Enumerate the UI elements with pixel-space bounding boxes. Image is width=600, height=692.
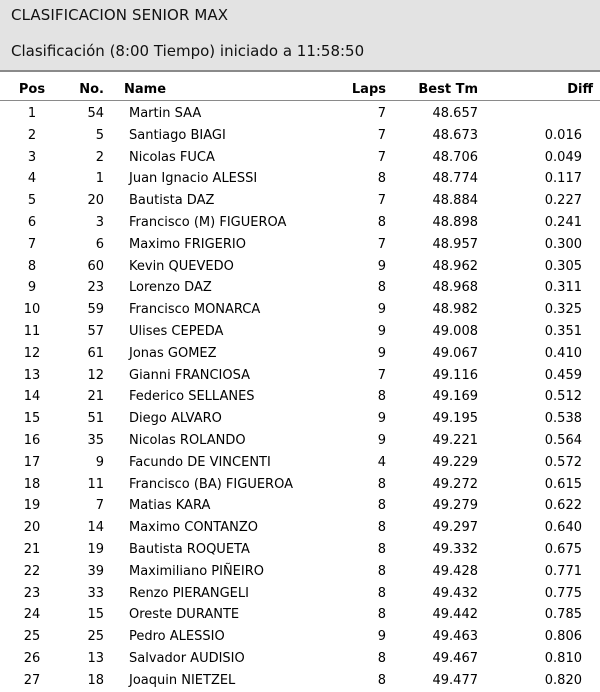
driver-name-cell: Francisco MONARCA — [129, 302, 261, 318]
table-row — [0, 365, 600, 387]
position-cell: 3 — [27, 149, 37, 165]
diff-cell: 0.806 — [544, 629, 582, 645]
kart-number-cell: 33 — [87, 585, 104, 601]
laps-cell: 7 — [377, 106, 386, 121]
driver-name-cell: Francisco (M) FIGUEROA — [129, 214, 287, 230]
best-time-cell: 48.673 — [432, 127, 478, 143]
kart-number-cell: 51 — [87, 411, 104, 427]
column-header-name: Name — [124, 82, 167, 97]
table-row — [0, 277, 600, 299]
driver-name-cell: Matias KARA — [129, 498, 211, 514]
best-time-cell: 49.477 — [432, 672, 478, 688]
position-cell: 22 — [23, 563, 41, 579]
table-row — [0, 670, 600, 692]
driver-name-cell: Facundo DE VINCENTI — [129, 454, 271, 470]
column-header-laps: Laps — [351, 82, 386, 97]
driver-name-cell: Maximiliano PIÑEIRO — [129, 563, 264, 579]
diff-cell: 0.810 — [544, 650, 582, 666]
laps-cell: 8 — [377, 563, 386, 579]
driver-name-cell: Francisco (BA) FIGUEROA — [129, 476, 293, 492]
laps-cell: 9 — [377, 302, 386, 318]
report-title: CLASIFICACION SENIOR MAX — [11, 6, 229, 24]
column-header-no: No. — [79, 82, 104, 97]
driver-name-cell: Federico SELLANES — [129, 389, 255, 405]
position-cell: 24 — [23, 607, 41, 623]
kart-number-cell: 9 — [95, 454, 104, 470]
laps-cell: 7 — [377, 149, 386, 165]
diff-cell: 0.622 — [544, 498, 582, 514]
table-row — [0, 321, 600, 343]
laps-cell: 8 — [377, 650, 386, 666]
table-row — [0, 626, 600, 648]
kart-number-cell: 21 — [87, 389, 104, 405]
best-time-cell: 49.432 — [432, 585, 478, 601]
position-cell: 2 — [27, 127, 37, 143]
best-time-cell: 48.898 — [432, 214, 478, 230]
driver-name-cell: Diego ALVARO — [129, 411, 222, 427]
diff-cell: 0.459 — [544, 367, 582, 383]
diff-cell: 0.775 — [544, 585, 582, 601]
laps-cell: 8 — [377, 520, 386, 536]
best-time-cell: 48.957 — [432, 236, 478, 252]
position-cell: 9 — [27, 280, 37, 296]
laps-cell: 4 — [377, 454, 386, 470]
laps-cell: 8 — [377, 214, 386, 230]
table-row — [0, 430, 600, 452]
results-table-body — [0, 103, 600, 692]
kart-number-cell: 19 — [87, 541, 104, 557]
driver-name-cell: Nicolas ROLANDO — [129, 432, 246, 448]
kart-number-cell: 57 — [87, 323, 104, 339]
session-subtitle: Clasificación (8:00 Tiempo) iniciado a 11:58:50 — [11, 42, 365, 60]
best-time-cell: 49.467 — [432, 650, 478, 666]
driver-name-cell: Lorenzo DAZ — [129, 280, 212, 296]
diff-cell: 0.117 — [544, 171, 582, 187]
driver-name-cell: Renzo PIERANGELI — [129, 585, 249, 601]
diff-cell: 0.410 — [544, 345, 582, 361]
kart-number-cell: 20 — [87, 193, 104, 209]
table-row — [0, 604, 600, 626]
kart-number-cell: 13 — [87, 650, 104, 666]
table-row — [0, 103, 600, 125]
laps-cell: 8 — [377, 280, 386, 296]
kart-number-cell: 25 — [87, 629, 104, 645]
position-cell: 21 — [23, 541, 41, 557]
diff-cell: 0.572 — [544, 454, 582, 470]
laps-cell: 7 — [377, 193, 386, 209]
table-row — [0, 168, 600, 190]
position-cell: 5 — [27, 193, 37, 209]
best-time-cell: 48.884 — [432, 193, 478, 209]
laps-cell: 8 — [377, 171, 386, 187]
report-header — [0, 0, 600, 72]
driver-name-cell: Juan Ignacio ALESSI — [129, 171, 258, 187]
driver-name-cell: Salvador AUDISIO — [129, 650, 245, 666]
position-cell: 20 — [23, 520, 41, 536]
diff-cell: 0.311 — [544, 280, 582, 296]
driver-name-cell: Kevin QUEVEDO — [129, 258, 234, 274]
position-cell: 10 — [23, 302, 41, 318]
position-cell: 16 — [23, 432, 41, 448]
kart-number-cell: 15 — [87, 607, 104, 623]
position-cell: 13 — [23, 367, 41, 383]
diff-cell: 0.300 — [544, 236, 582, 252]
driver-name-cell: Bautista ROQUETA — [129, 541, 250, 557]
laps-cell: 9 — [377, 323, 386, 339]
table-row — [0, 539, 600, 561]
position-cell: 15 — [23, 411, 41, 427]
position-cell: 18 — [23, 476, 41, 492]
best-time-cell: 49.272 — [432, 476, 478, 492]
kart-number-cell: 12 — [87, 367, 104, 383]
best-time-cell: 49.279 — [432, 498, 478, 514]
diff-cell: 0.227 — [544, 193, 582, 209]
driver-name-cell: Ulises CEPEDA — [129, 323, 224, 339]
position-cell: 7 — [27, 236, 37, 252]
table-row — [0, 408, 600, 430]
diff-cell: 0.564 — [544, 432, 582, 448]
driver-name-cell: Oreste DURANTE — [129, 607, 240, 623]
kart-number-cell: 6 — [95, 236, 104, 252]
laps-cell: 8 — [377, 541, 386, 557]
laps-cell: 9 — [377, 432, 386, 448]
driver-name-cell: Martin SAA — [129, 106, 202, 121]
table-row — [0, 517, 600, 539]
column-header-best-time: Best Tm — [418, 82, 478, 97]
laps-cell: 8 — [377, 672, 386, 688]
best-time-cell: 49.067 — [432, 345, 478, 361]
laps-cell: 8 — [377, 585, 386, 601]
laps-cell: 8 — [377, 476, 386, 492]
table-row — [0, 495, 600, 517]
kart-number-cell: 59 — [87, 302, 104, 318]
driver-name-cell: Joaquin NIETZEL — [129, 672, 236, 688]
column-header-diff: Diff — [567, 82, 593, 97]
kart-number-cell: 18 — [87, 672, 104, 688]
laps-cell: 7 — [377, 236, 386, 252]
best-time-cell: 48.982 — [432, 302, 478, 318]
kart-number-cell: 54 — [87, 106, 104, 121]
table-row — [0, 234, 600, 256]
position-cell: 23 — [23, 585, 41, 601]
table-row — [0, 299, 600, 321]
laps-cell: 8 — [377, 498, 386, 514]
position-cell: 27 — [23, 672, 41, 688]
best-time-cell: 49.463 — [432, 629, 478, 645]
diff-cell: 0.615 — [544, 476, 582, 492]
position-cell: 6 — [27, 214, 37, 230]
driver-name-cell: Bautista DAZ — [129, 193, 215, 209]
diff-cell: 0.771 — [544, 563, 582, 579]
table-row — [0, 474, 600, 496]
kart-number-cell: 3 — [95, 214, 104, 230]
laps-cell: 7 — [377, 127, 386, 143]
diff-cell: 0.016 — [544, 127, 582, 143]
kart-number-cell: 14 — [87, 520, 104, 536]
kart-number-cell: 11 — [87, 476, 104, 492]
diff-cell: 0.538 — [544, 411, 582, 427]
table-header — [0, 80, 600, 101]
position-cell: 4 — [27, 171, 37, 187]
position-cell: 17 — [23, 454, 41, 470]
kart-number-cell: 1 — [95, 171, 104, 187]
diff-cell: 0.512 — [544, 389, 582, 405]
table-row — [0, 256, 600, 278]
kart-number-cell: 39 — [87, 563, 104, 579]
diff-cell: 0.305 — [544, 258, 582, 274]
best-time-cell: 48.706 — [432, 149, 478, 165]
best-time-cell: 49.221 — [432, 432, 478, 448]
position-cell: 26 — [23, 650, 41, 666]
table-row — [0, 190, 600, 212]
position-cell: 8 — [27, 258, 37, 274]
driver-name-cell: Nicolas FUCA — [129, 149, 215, 165]
position-cell: 25 — [23, 629, 41, 645]
table-row — [0, 343, 600, 365]
best-time-cell: 49.442 — [432, 607, 478, 623]
best-time-cell: 49.428 — [432, 563, 478, 579]
driver-name-cell: Gianni FRANCIOSA — [129, 367, 251, 383]
driver-name-cell: Santiago BIAGI — [129, 127, 226, 143]
best-time-cell: 49.195 — [432, 411, 478, 427]
laps-cell: 8 — [377, 389, 386, 405]
table-row — [0, 212, 600, 234]
position-cell: 1 — [27, 106, 37, 121]
driver-name-cell: Pedro ALESSIO — [129, 629, 225, 645]
laps-cell: 9 — [377, 258, 386, 274]
kart-number-cell: 23 — [87, 280, 104, 296]
diff-cell: 0.351 — [544, 323, 582, 339]
table-row — [0, 561, 600, 583]
column-header-pos: Pos — [18, 82, 46, 97]
driver-name-cell: Maximo CONTANZO — [129, 520, 258, 536]
laps-cell: 9 — [377, 629, 386, 645]
laps-cell: 8 — [377, 607, 386, 623]
laps-cell: 9 — [377, 345, 386, 361]
kart-number-cell: 2 — [95, 149, 104, 165]
diff-cell: 0.785 — [544, 607, 582, 623]
position-cell: 19 — [23, 498, 41, 514]
kart-number-cell: 35 — [87, 432, 104, 448]
table-row — [0, 125, 600, 147]
table-row — [0, 648, 600, 670]
diff-cell: 0.675 — [544, 541, 582, 557]
best-time-cell: 49.229 — [432, 454, 478, 470]
diff-cell: 0.241 — [544, 214, 582, 230]
best-time-cell: 48.657 — [432, 106, 478, 121]
kart-number-cell: 60 — [87, 258, 104, 274]
position-cell: 12 — [23, 345, 41, 361]
best-time-cell: 49.169 — [432, 389, 478, 405]
diff-cell: 0.640 — [544, 520, 582, 536]
laps-cell: 7 — [377, 367, 386, 383]
position-cell: 14 — [23, 389, 41, 405]
best-time-cell: 49.116 — [432, 367, 478, 383]
diff-cell: 0.820 — [544, 672, 582, 688]
laps-cell: 9 — [377, 411, 386, 427]
driver-name-cell: Jonas GOMEZ — [129, 345, 217, 361]
kart-number-cell: 5 — [95, 127, 104, 143]
table-row — [0, 147, 600, 169]
diff-cell: 0.049 — [544, 149, 582, 165]
best-time-cell: 48.962 — [432, 258, 478, 274]
best-time-cell: 48.774 — [432, 171, 478, 187]
best-time-cell: 49.008 — [432, 323, 478, 339]
driver-name-cell: Maximo FRIGERIO — [129, 236, 246, 252]
position-cell: 11 — [23, 323, 41, 339]
table-row — [0, 583, 600, 605]
table-row — [0, 386, 600, 408]
best-time-cell: 49.332 — [432, 541, 478, 557]
kart-number-cell: 61 — [87, 345, 104, 361]
best-time-cell: 48.968 — [432, 280, 478, 296]
table-row — [0, 452, 600, 474]
diff-cell: 0.325 — [544, 302, 582, 318]
best-time-cell: 49.297 — [432, 520, 478, 536]
kart-number-cell: 7 — [95, 498, 104, 514]
